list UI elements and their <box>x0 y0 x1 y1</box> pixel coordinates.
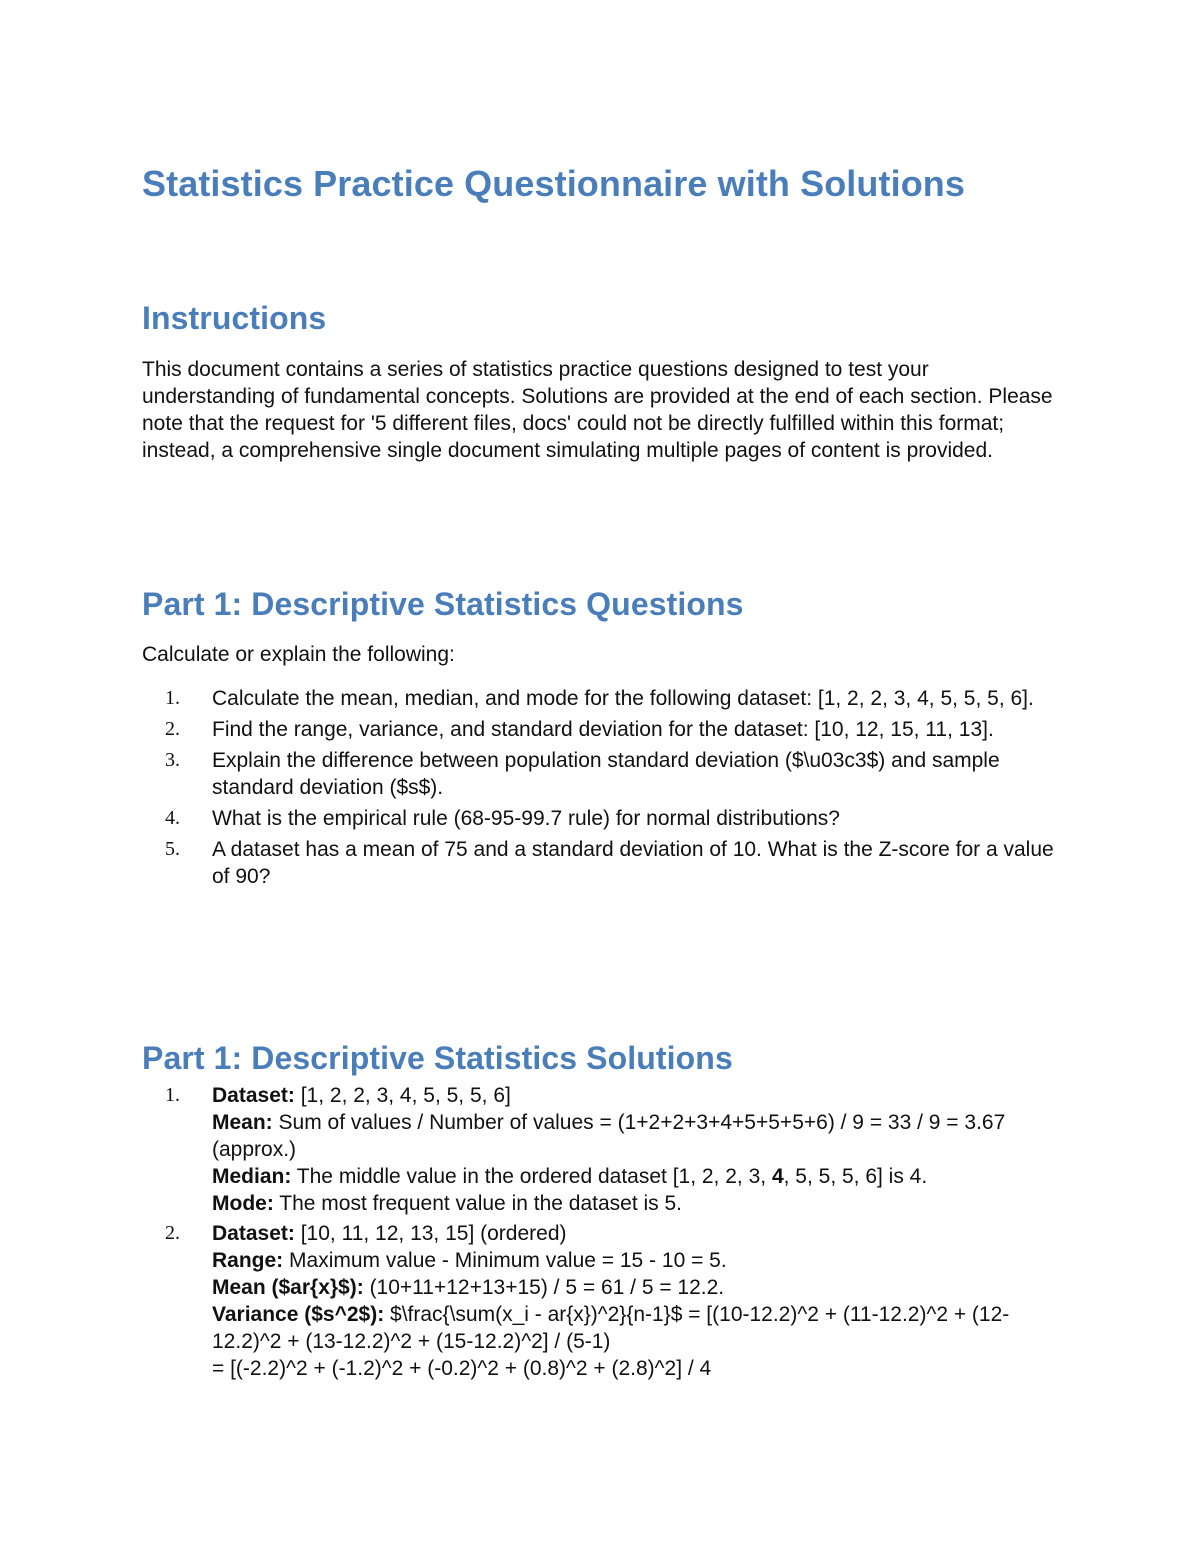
solution-mean-line <box>212 1274 1060 1301</box>
part1-questions-heading: Part 1: Descriptive Statistics Questions <box>142 586 744 622</box>
list-item <box>142 805 1060 832</box>
instructions-section <box>142 300 1060 464</box>
solution-median-line <box>212 1163 1060 1190</box>
mean-value: (10+11+12+13+15) / 5 = 61 / 5 = 12.2. <box>363 1276 725 1299</box>
variance-value: $\frac{\sum(x_i - ar{x})^2}{n-1}$ = [(10-12.2)^2 + (11-12.2)^2 + (12-12.2)^2 + (13-12.2)^2 + (15-12.2)^2] / (5-1) <box>212 1303 1010 1353</box>
solution-range-line <box>212 1247 1060 1274</box>
solution-variance-line-2: = [(-2.2)^2 + (-1.2)^2 + (-0.2)^2 + (0.8)^2 + (2.8)^2] / 4 <box>212 1357 712 1380</box>
list-number: 1. <box>165 1084 180 1106</box>
list-item <box>142 716 1060 743</box>
instructions-body: This document contains a series of statistics practice questions designed to test your understanding of fundamental concepts. Solutions are provided at the end of each section. Please note that the request for '5 different files, docs' could not be directly fulfilled within this format; instead, a comprehensive single document simulating multiple pages of content is provided. <box>142 358 1053 462</box>
list-item <box>142 747 1060 801</box>
part1-solutions-heading: Part 1: Descriptive Statistics Solutions <box>142 1040 733 1076</box>
median-label: Median: <box>212 1165 292 1188</box>
median-highlight: 4 <box>771 1165 784 1188</box>
range-label: Range: <box>212 1249 284 1272</box>
question-text: Find the range, variance, and standard deviation for the dataset: [10, 12, 15, 11, 13]. <box>212 718 994 741</box>
list-number: 3. <box>165 749 180 771</box>
median-value-pre: The middle value in the ordered dataset [1, 2, 2, 3, <box>291 1165 772 1188</box>
questions-list <box>142 685 1060 890</box>
question-text: Explain the difference between population standard deviation ($\u03c3$) and sample standard deviation ($s$). <box>212 749 1000 799</box>
part1-questions-section <box>142 586 1060 894</box>
instructions-heading: Instructions <box>142 300 327 336</box>
list-item <box>142 1082 1060 1217</box>
part1-solutions-section <box>142 1040 1060 1385</box>
variance-label: Variance ($s^2$): <box>212 1303 385 1326</box>
list-item <box>142 836 1060 890</box>
solution-mode-line <box>212 1190 1060 1217</box>
question-text: Calculate the mean, median, and mode for the following dataset: [1, 2, 2, 3, 4, 5, 5, 5, 6]. <box>212 687 1034 710</box>
part1-questions-intro: Calculate or explain the following: <box>142 643 455 666</box>
list-number: 2. <box>165 718 180 740</box>
mean-label: Mean: <box>212 1111 273 1134</box>
solution-dataset-line <box>212 1220 1060 1247</box>
median-value-post: , 5, 5, 5, 6] is 4. <box>783 1165 928 1188</box>
mean-label: Mean ($ar{x}$): <box>212 1276 364 1299</box>
list-number: 4. <box>165 807 180 829</box>
document-title: Statistics Practice Questionnaire with Solutions <box>142 163 965 204</box>
mean-value: Sum of values / Number of values = (1+2+2+3+4+5+5+5+6) / 9 = 33 / 9 = 3.67 (approx.) <box>212 1111 1006 1161</box>
list-number: 5. <box>165 838 180 860</box>
question-text: A dataset has a mean of 75 and a standard deviation of 10. What is the Z-score for a value of 90? <box>212 838 1054 888</box>
solutions-list <box>142 1082 1060 1382</box>
mode-label: Mode: <box>212 1192 274 1215</box>
dataset-value: [1, 2, 2, 3, 4, 5, 5, 5, 6] <box>294 1084 511 1107</box>
solution-dataset-line <box>212 1082 1060 1109</box>
dataset-label: Dataset: <box>212 1222 295 1245</box>
list-item <box>142 685 1060 712</box>
mode-value: The most frequent value in the dataset is 5. <box>273 1192 683 1215</box>
list-item <box>142 1220 1060 1382</box>
range-value: Maximum value - Minimum value = 15 - 10 = 5. <box>283 1249 727 1272</box>
question-text: What is the empirical rule (68-95-99.7 rule) for normal distributions? <box>212 807 840 830</box>
list-number: 1. <box>165 687 180 709</box>
list-number: 2. <box>165 1222 180 1244</box>
solution-mean-line <box>212 1109 1060 1163</box>
dataset-label: Dataset: <box>212 1084 295 1107</box>
dataset-value: [10, 11, 12, 13, 15] (ordered) <box>294 1222 567 1245</box>
solution-variance-line <box>212 1301 1060 1355</box>
